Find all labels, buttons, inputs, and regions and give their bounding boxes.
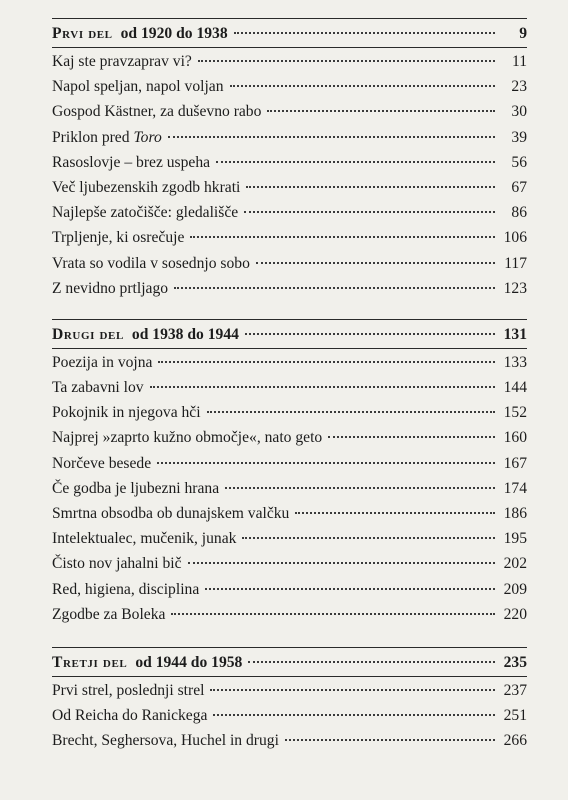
entry-title: Trpljenje, ki osrečuje [52, 229, 185, 247]
part-3-rule-bottom [52, 676, 527, 677]
part-3-name: Tretji del [52, 653, 128, 671]
toc-entry[interactable] [52, 225, 527, 250]
leader-dots [225, 486, 495, 489]
leader-dots [216, 160, 495, 163]
toc-entry[interactable] [52, 99, 527, 124]
entry-title: Čisto nov jahalni bič [52, 555, 182, 573]
entry-title-prefix: Priklon pred [52, 128, 134, 146]
entry-title: Najlepše zatočišče: gledališče [52, 204, 239, 222]
part-1-rule-bottom [52, 47, 527, 48]
entry-title: Smrtna obsodba ob dunajskem valčku [52, 505, 290, 522]
toc-entry[interactable] [52, 200, 527, 225]
entry-page: 67 [511, 178, 527, 196]
entry-page: 39 [511, 128, 527, 146]
toc-entry[interactable] [52, 678, 527, 703]
toc-entry[interactable] [52, 703, 527, 728]
entry-title [52, 125, 162, 150]
leader-dots [158, 360, 495, 363]
entry-title: Norčeve besede [52, 454, 152, 472]
toc-entry[interactable] [52, 375, 527, 400]
entry-page: 133 [503, 353, 527, 371]
entry-page: 11 [511, 53, 527, 70]
part-3 [52, 647, 527, 754]
entry-page: 144 [503, 379, 527, 397]
entry-title: Če godba je ljubezni hrana [52, 479, 220, 497]
part-2-name: Drugi del [52, 325, 124, 343]
table-of-contents [52, 18, 527, 772]
entry-title: Pokojnik in njegova hči [52, 404, 201, 422]
entry-title: Več ljubezenskih zgodb hkrati [52, 178, 241, 196]
entry-title: Gospod Kästner, za duševno rabo [52, 103, 262, 121]
leader-dots [244, 210, 495, 213]
entry-page: 30 [511, 103, 527, 121]
entry-title: Kaj ste pravzaprav vi? [52, 53, 192, 70]
part-1-range: od 1920 do 1938 [120, 25, 228, 42]
leader-dots [230, 84, 496, 87]
leader-dots [171, 612, 495, 615]
leader-dots [328, 435, 495, 438]
entry-title: Prvi strel, poslednji strel [52, 681, 205, 699]
entry-page: 117 [504, 254, 527, 272]
toc-entry[interactable] [52, 350, 527, 375]
leader-dots [285, 738, 495, 741]
entry-page: 195 [503, 530, 527, 548]
toc-entry[interactable] [52, 476, 527, 501]
part-3-page: 235 [503, 653, 527, 671]
entry-title: Z nevidno prtljago [52, 279, 169, 297]
leader-dots [207, 410, 495, 413]
entry-title: Od Reicha do Ranickega [52, 707, 208, 725]
leader-dots [190, 235, 495, 238]
leader-dots [234, 31, 495, 34]
leader-dots [157, 461, 495, 464]
entry-page: 220 [503, 605, 527, 623]
part-1 [52, 18, 527, 301]
leader-dots [150, 385, 495, 388]
toc-entry[interactable] [52, 526, 527, 551]
toc-entry[interactable] [52, 400, 527, 425]
entry-title: Najprej »zaprto kužno območje«, nato geto [52, 429, 323, 447]
toc-entry[interactable] [52, 175, 527, 200]
entry-title: Vrata so vodila v sosednjo sobo [52, 254, 250, 272]
part-1-rule [52, 18, 527, 19]
part-1-page: 9 [519, 25, 527, 42]
toc-entry[interactable] [52, 150, 527, 175]
part-2-rule-bottom [52, 348, 527, 349]
entry-page: 152 [503, 404, 527, 422]
leader-dots [295, 511, 495, 514]
leader-dots [213, 713, 495, 716]
leader-dots [198, 59, 495, 62]
entry-page: 209 [503, 580, 527, 598]
entry-page: 167 [503, 454, 527, 472]
entry-page: 160 [503, 429, 527, 447]
leader-dots [242, 536, 495, 539]
leader-dots [248, 660, 495, 663]
leader-dots [174, 286, 495, 289]
entry-title: Poezija in vojna [52, 353, 153, 371]
part-2-range: od 1938 do 1944 [131, 325, 239, 343]
toc-entry[interactable] [52, 49, 527, 74]
leader-dots [245, 332, 495, 335]
entry-page: 266 [503, 732, 527, 750]
part-2 [52, 319, 527, 627]
entry-title: Intelektualec, mučenik, junak [52, 530, 237, 548]
part-1-header[interactable] [52, 20, 527, 47]
toc-entry[interactable] [52, 74, 527, 99]
entry-title: Brecht, Seghersova, Huchel in drugi [52, 732, 279, 750]
entry-page: 123 [503, 279, 527, 297]
part-3-range: od 1944 do 1958 [135, 653, 243, 671]
part-3-rule [52, 647, 527, 648]
entry-page: 202 [503, 555, 527, 573]
part-2-rule [52, 319, 527, 320]
toc-entry[interactable] [52, 425, 527, 450]
entry-page: 251 [503, 707, 527, 725]
entry-title: Napol speljan, napol voljan [52, 78, 224, 96]
entry-page: 174 [503, 479, 527, 497]
toc-entry[interactable] [52, 577, 527, 602]
part-1-name: Prvi del [52, 25, 113, 42]
toc-entry[interactable] [52, 276, 527, 301]
entry-page: 23 [511, 78, 527, 96]
entry-page: 56 [511, 153, 527, 171]
entry-page: 237 [503, 681, 527, 699]
entry-title: Red, higiena, disciplina [52, 580, 200, 598]
part-2-page: 131 [503, 325, 527, 343]
leader-dots [210, 688, 495, 691]
toc-entry[interactable] [52, 602, 527, 627]
toc-entry[interactable] [52, 251, 527, 276]
toc-entry[interactable] [52, 501, 527, 526]
entry-title-italic: Toro [133, 128, 162, 146]
toc-entry[interactable] [52, 451, 527, 476]
leader-dots [168, 135, 495, 138]
entry-page: 106 [503, 229, 527, 247]
leader-dots [246, 185, 495, 188]
entry-title: Rasoslovje – brez uspeha [52, 153, 211, 171]
entry-page: 86 [511, 204, 527, 222]
leader-dots [188, 561, 495, 564]
leader-dots [267, 109, 495, 112]
leader-dots [205, 587, 495, 590]
entry-page: 186 [503, 505, 527, 522]
toc-entry[interactable] [52, 125, 527, 150]
toc-entry[interactable] [52, 728, 527, 753]
leader-dots [256, 261, 495, 264]
part-2-header[interactable] [52, 321, 527, 348]
part-3-header[interactable] [52, 649, 527, 676]
entry-title: Ta zabavni lov [52, 379, 144, 397]
entry-title: Zgodbe za Boleka [52, 605, 166, 623]
toc-entry[interactable] [52, 551, 527, 576]
